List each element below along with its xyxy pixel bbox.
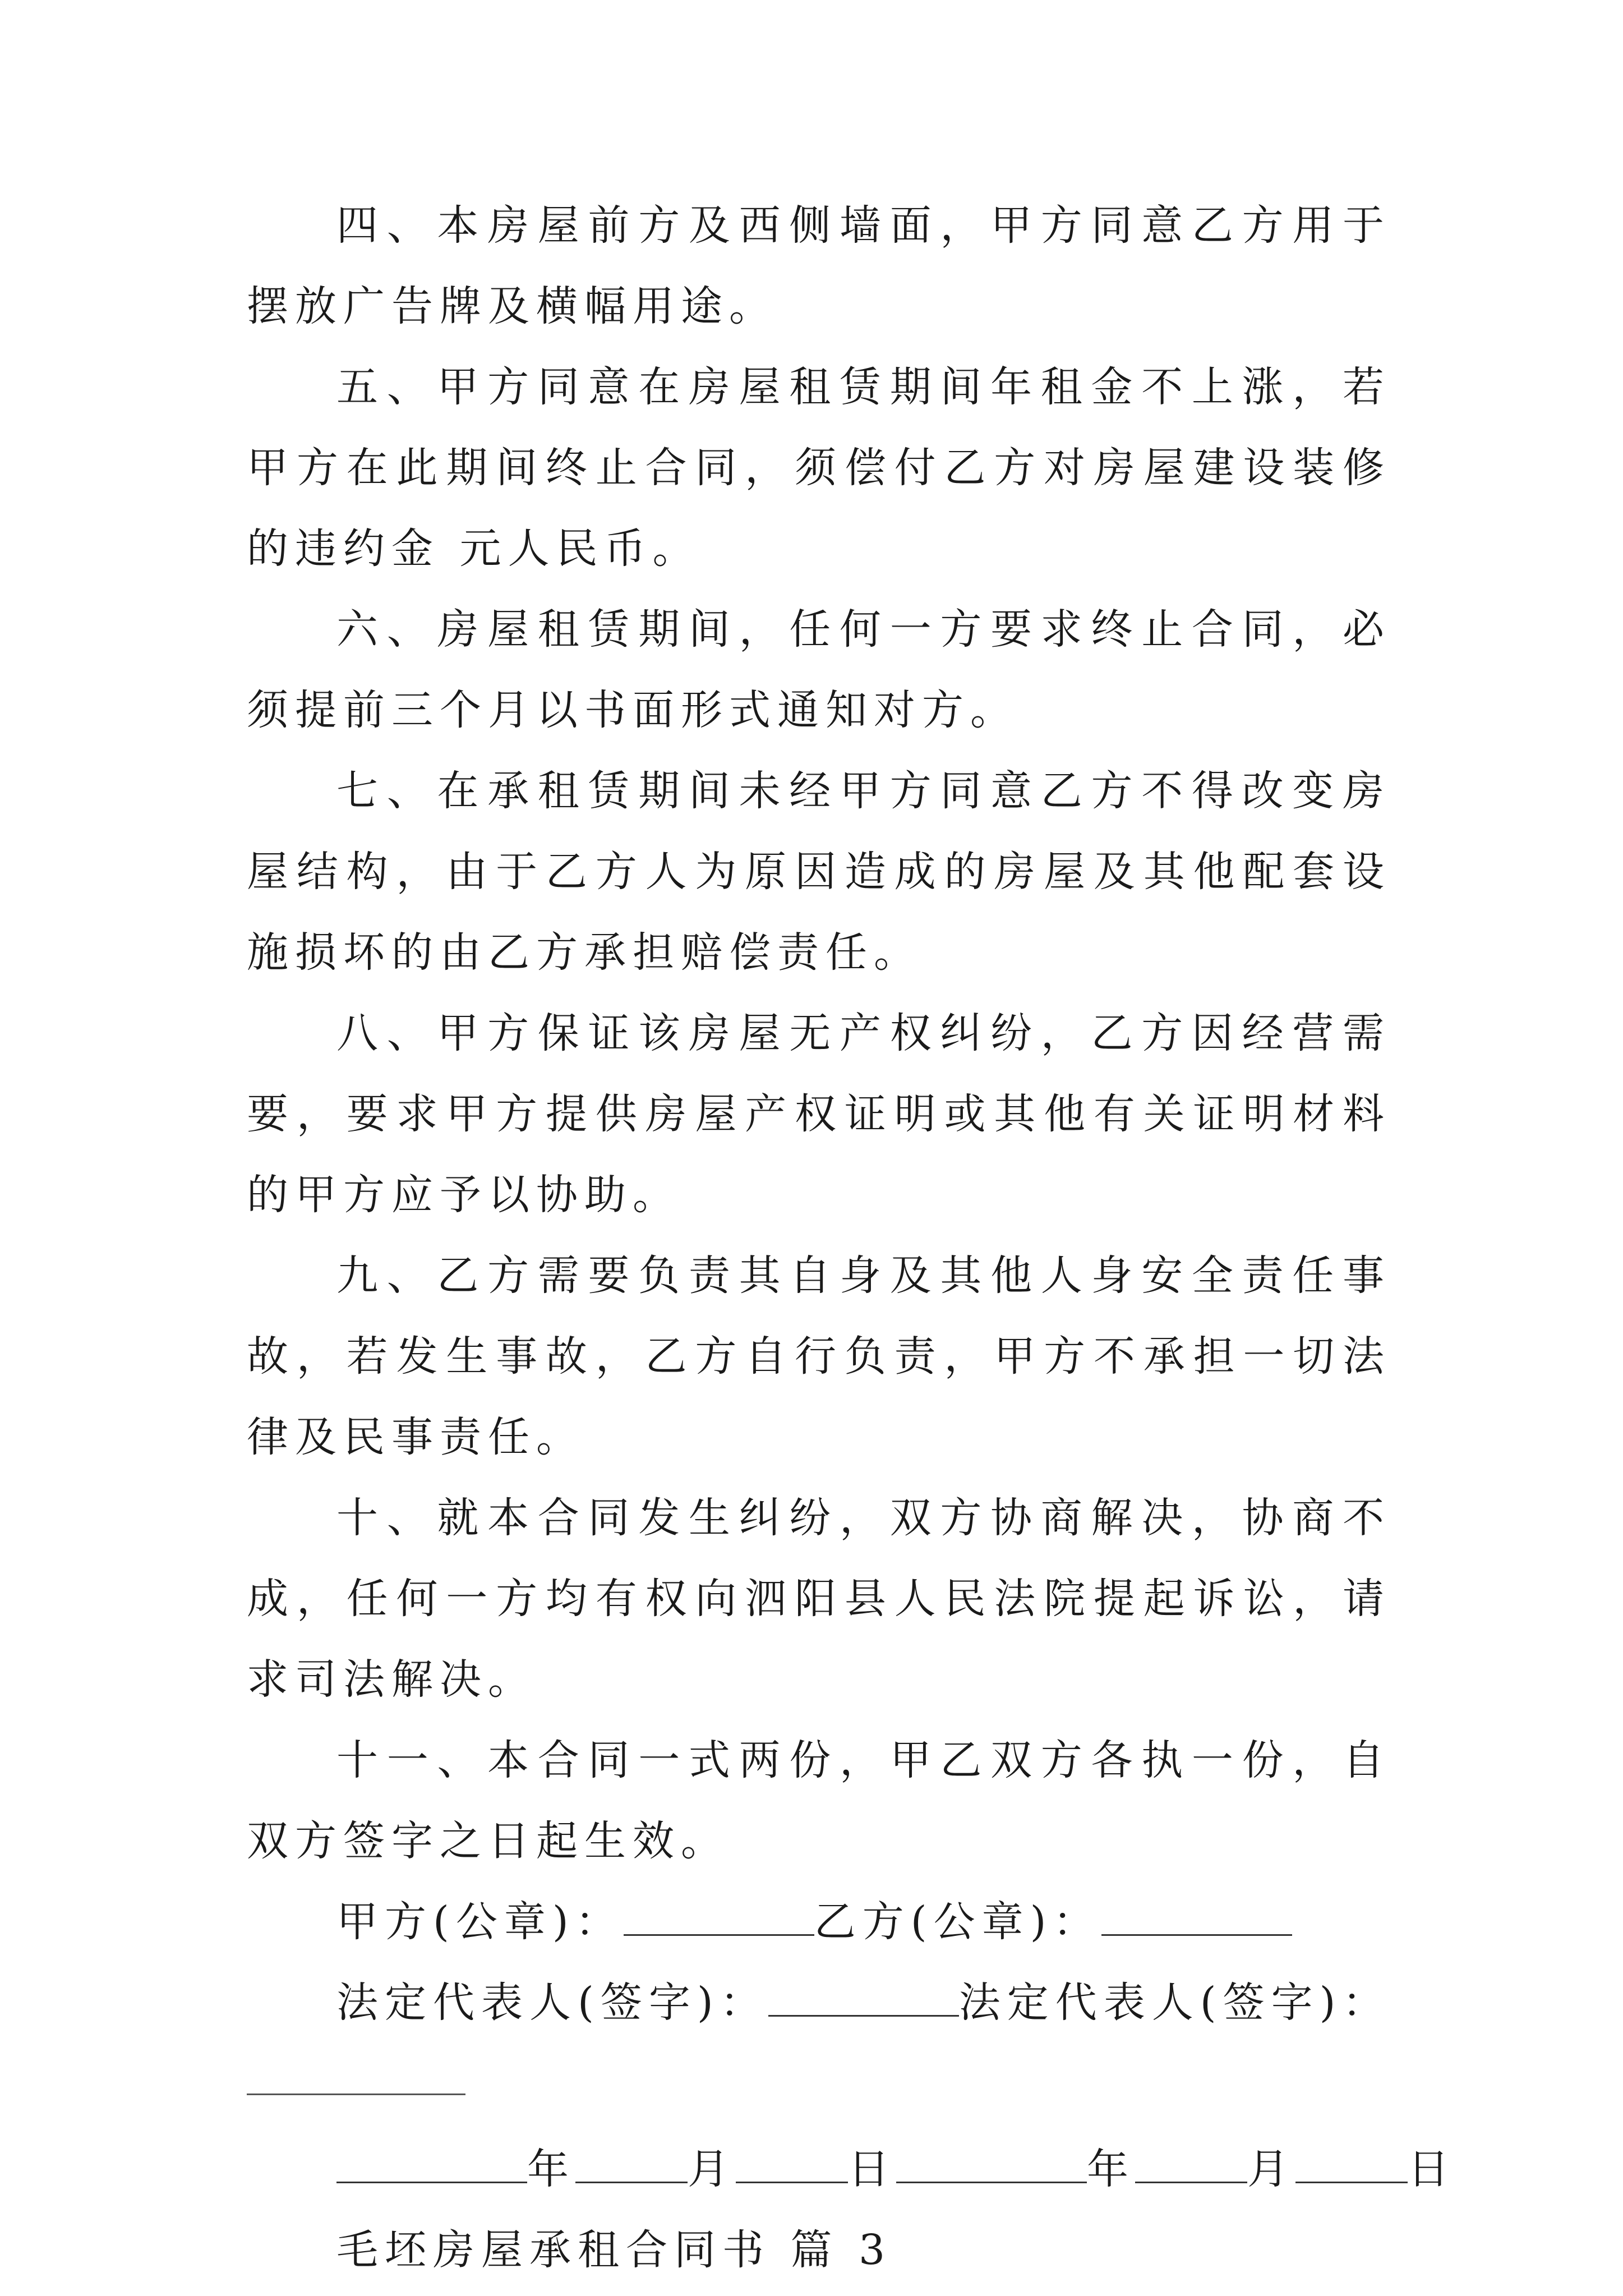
month-b-label: 月 xyxy=(1247,2145,1295,2193)
seal-line xyxy=(247,1881,1391,1962)
year-a-blank[interactable] xyxy=(336,2148,527,2183)
clause-8: 八、甲方保证该房屋无产权纠纷，乙方因经营需要，要求甲方提供房屋产权证明或其他有关证明材料的甲方应予以协助。 xyxy=(247,1009,1391,1219)
year-b-blank[interactable] xyxy=(896,2148,1087,2183)
day-b-label: 日 xyxy=(1408,2145,1456,2193)
clause-6: 六、房屋租赁期间，任何一方要求终止合同，必须提前三个月以书面形式通知对方。 xyxy=(247,605,1391,734)
day-b-blank[interactable] xyxy=(1295,2148,1408,2183)
rep-a-label: 法定代表人(签字)： xyxy=(336,1978,768,2027)
party-b-seal-blank[interactable] xyxy=(1101,1901,1292,1936)
month-a-blank[interactable] xyxy=(575,2148,688,2183)
next-section-title: 毛坯房屋承租合同书 篇 3 xyxy=(336,2226,892,2274)
party-b-seal-label: 乙方(公章)： xyxy=(814,1898,1101,1946)
clause-9: 九、乙方需要负责其自身及其他人身安全责任事故，若发生事故，乙方自行负责，甲方不承担一切法律及民事责任。 xyxy=(247,1251,1391,1461)
clause-10: 十、就本合同发生纠纷，双方协商解决，协商不成，任何一方均有权向泗阳县人民法院提起诉讼，请求司法解决。 xyxy=(247,1494,1391,1704)
rep-b-blank[interactable] xyxy=(247,2054,465,2095)
year-b-label: 年 xyxy=(1087,2145,1135,2193)
rep-a-blank[interactable] xyxy=(768,1981,959,2017)
representative-line xyxy=(247,1962,1391,2043)
party-a-seal-blank[interactable] xyxy=(624,1901,814,1936)
date-line xyxy=(247,2129,1456,2210)
rep-b-label: 法定代表人(签字)： xyxy=(958,1978,1391,2027)
clause-11: 十一、本合同一式两份，甲乙双方各执一份，自双方签字之日起生效。 xyxy=(247,1736,1391,1865)
day-a-blank[interactable] xyxy=(736,2148,848,2183)
party-a-seal-label: 甲方(公章)： xyxy=(336,1898,624,1946)
month-a-label: 月 xyxy=(688,2145,736,2193)
year-a-label: 年 xyxy=(527,2145,575,2193)
month-b-blank[interactable] xyxy=(1135,2148,1247,2183)
clause-4: 四、本房屋前方及西侧墙面，甲方同意乙方用于摆放广告牌及横幅用途。 xyxy=(247,201,1391,330)
clause-7: 七、在承租赁期间未经甲方同意乙方不得改变房屋结构，由于乙方人为原因造成的房屋及其他配套设施损坏的由乙方承担赔偿责任。 xyxy=(247,767,1391,977)
document-body xyxy=(247,185,1456,2290)
clause-5: 五、甲方同意在房屋租赁期间年租金不上涨，若甲方在此期间终止合同，须偿付乙方对房屋建设装修的违约金 元人民币。 xyxy=(247,363,1391,573)
day-a-label: 日 xyxy=(848,2145,896,2193)
